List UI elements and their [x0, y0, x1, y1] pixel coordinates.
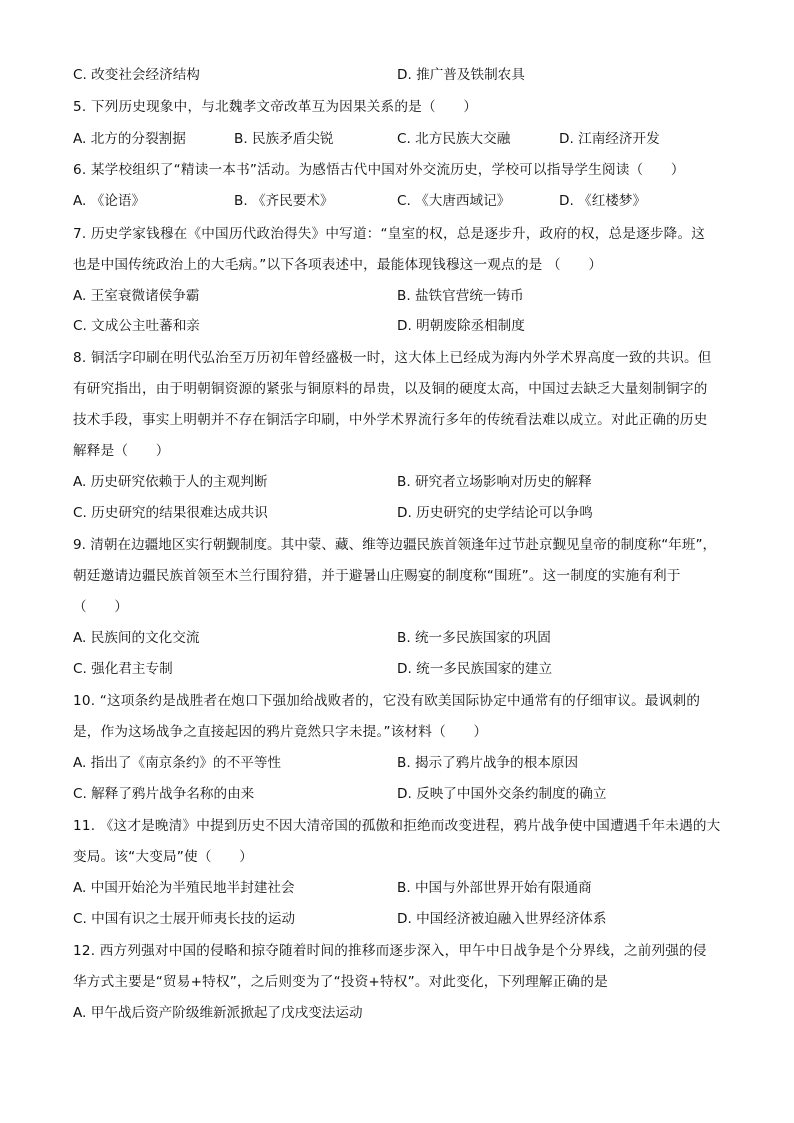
question-9-line-2: 朝廷邀请边疆民族首领至木兰行围狩猎，并于避暑山庄赐宴的制度称“围班”。这一制度的实施有利于: [73, 568, 681, 584]
question-7-line-1: 7. 历史学家钱穆在《中国历代政治得失》中写道：“皇室的权，总是逐步升，政府的权，总是逐步降。这: [73, 226, 706, 242]
question-8-line-2: 有研究指出，由于明朝铜资源的紧张与铜原料的昂贵，以及铜的硬度太高，中国过去缺乏大量刻制铜字的: [73, 381, 708, 397]
question-9-line-1: 9. 清朝在边疆地区实行朝觐制度。其中蒙、藏、维等边疆民族首领逢年过节赴京觐见皇帝的制度称“年班”，: [73, 537, 717, 553]
q10-option-a: A. 指出了《南京条约》的不平等性: [73, 755, 282, 771]
q12-option-a: A. 甲午战后资产阶级维新派掀起了戊戌变法运动: [73, 1005, 363, 1021]
question-10-line-1: 10. “这项条约是战胜者在炮口下强加给战败者的，它没有欧美国际协定中通常有的仔细审议。最讽刺的: [73, 693, 701, 709]
question-11-line-2: 变局。该“大变局”使（ ）: [73, 849, 254, 865]
question-8-line-1: 8. 铜活字印刷在明代弘治至万历初年曾经盛极一时，这大体上已经成为海内外学术界高度一致的共识。但: [73, 350, 712, 366]
q5-option-b: B. 民族矛盾尖锐: [234, 131, 334, 147]
q6-option-d: D. 《红楼梦》: [559, 193, 647, 209]
q11-option-d: D. 中国经济被迫融入世界经济体系: [397, 911, 607, 927]
q6-option-c: C. 《大唐西域记》: [397, 193, 511, 209]
question-12-line-2: 华方式主要是“贸易+特权”，之后则变为了“投资+特权”。对此变化，下列理解正确的是: [73, 974, 608, 990]
q11-option-b: B. 中国与外部世界开始有限通商: [397, 880, 592, 896]
question-9-line-3: （ ）: [73, 599, 129, 615]
q7-option-a: A. 王室衰微诸侯争霸: [73, 288, 200, 304]
q9-option-c: C. 强化君主专制: [73, 661, 173, 677]
q10-option-d: D. 反映了中国外交条约制度的确立: [397, 786, 607, 802]
q7-option-c: C. 文成公主吐蕃和亲: [73, 318, 200, 334]
q8-option-d: D. 历史研究的史学结论可以争鸣: [397, 505, 593, 521]
question-11-line-1: 11. 《这才是晚清》中提到历史不因大清帝国的孤傲和拒绝而改变进程，鸦片战争使中国遭遇千年未遇的大: [73, 818, 721, 834]
question-6: 6. 某学校组织了“精读一本书”活动。为感悟古代中国对外交流历史，学校可以指导学生阅读（ ）: [73, 162, 685, 178]
question-8-line-4: 解释是（ ）: [73, 443, 170, 459]
question-5: 5. 下列历史现象中，与北魏孝文帝改革互为因果关系的是（ ）: [73, 99, 478, 115]
q11-option-a: A. 中国开始沦为半殖民地半封建社会: [73, 880, 295, 896]
q7-option-d: D. 明朝废除丞相制度: [397, 318, 525, 334]
q9-option-d: D. 统一多民族国家的建立: [397, 661, 553, 677]
option-c: C. 改变社会经济结构: [73, 67, 200, 83]
q6-option-b: B. 《齐民要术》: [234, 193, 334, 209]
q8-option-c: C. 历史研究的结果很难达成共识: [73, 505, 268, 521]
q5-option-c: C. 北方民族大交融: [397, 131, 511, 147]
q8-option-b: B. 研究者立场影响对历史的解释: [397, 474, 592, 490]
question-10-line-2: 是，作为这场战争之直接起因的鸦片竟然只字未提。”该材料（ ）: [73, 724, 488, 740]
q10-option-b: B. 揭示了鸦片战争的根本原因: [397, 755, 579, 771]
question-8-line-3: 技术手段，事实上明朝并不存在铜活字印刷，中外学术界流行多年的传统看法难以成立。对此正确的历史: [73, 412, 708, 428]
question-12-line-1: 12. 西方列强对中国的侵略和掠夺随着时间的推移而逐步深入，甲午中日战争是个分界线，之前列强的侵: [73, 943, 707, 959]
q7-option-b: B. 盐铁官营统一铸币: [397, 288, 524, 304]
q5-option-d: D. 江南经济开发: [559, 131, 660, 147]
q8-option-a: A. 历史研究依赖于人的主观判断: [73, 474, 268, 490]
q11-option-c: C. 中国有识之士展开师夷长技的运动: [73, 911, 296, 927]
q10-option-c: C. 解释了鸦片战争名称的由来: [73, 786, 255, 802]
q9-option-b: B. 统一多民族国家的巩固: [397, 630, 551, 646]
question-7-line-2: 也是中国传统政治上的大毛病。”以下各项表述中，最能体现钱穆这一观点的是 （ ）: [73, 257, 603, 273]
q5-option-a: A. 北方的分裂割据: [73, 131, 186, 147]
q9-option-a: A. 民族间的文化交流: [73, 630, 200, 646]
option-d: D. 推广普及铁制农具: [397, 67, 525, 83]
q6-option-a: A. 《论语》: [73, 193, 146, 209]
